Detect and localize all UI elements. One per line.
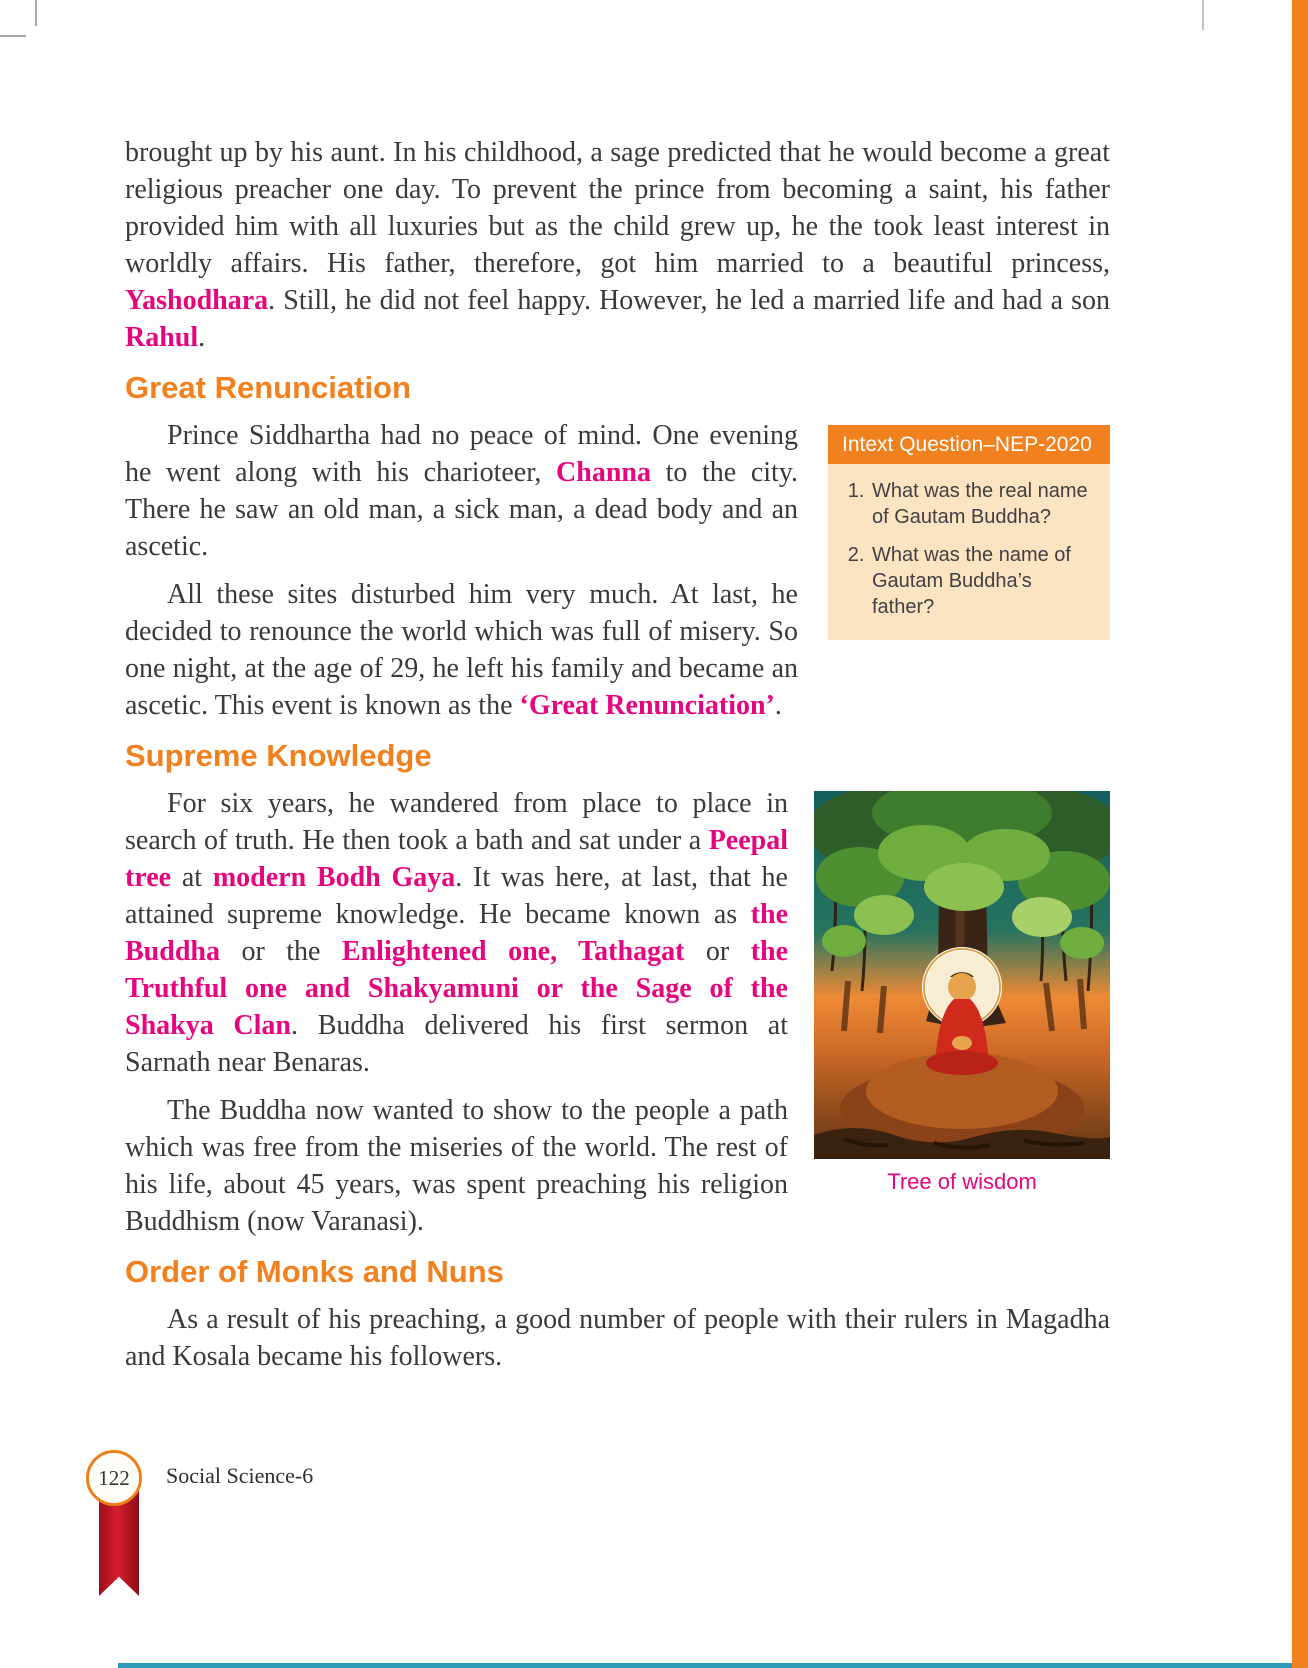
- text-segment: .: [198, 322, 206, 353]
- text-segment: or the: [219, 936, 342, 967]
- crop-mark-top-right-vertical: [1202, 0, 1204, 30]
- text-segment: Prince Siddhartha had no peace of mind. One evening he went along with his charioteer,: [125, 420, 798, 488]
- intext-question-box: [828, 425, 1110, 640]
- heading-supreme-knowledge: Supreme Knowledge: [125, 738, 432, 773]
- page-bottom-rule: [118, 1663, 1292, 1668]
- page-number-badge: [86, 1450, 142, 1506]
- tree-of-wisdom-figure: [814, 791, 1110, 1195]
- figure-caption: Tree of wisdom: [887, 1169, 1037, 1194]
- intext-question-item: 2. What was the name of Gautam Buddha’s father?: [870, 542, 1098, 620]
- intext-question-body: [828, 464, 1110, 640]
- text-segment: or: [684, 936, 751, 967]
- text-segment: As a result of his preaching, a good number of people with their rulers in Magadha and Kosala became his followers.: [125, 1304, 1110, 1372]
- intext-question-list: [834, 478, 1098, 620]
- highlighted-term: modern Bodh Gaya: [212, 862, 456, 893]
- highlighted-term: Enlightened one, Tathagat: [341, 936, 685, 967]
- heading-great-renunciation: Great Renunciation: [125, 370, 411, 405]
- text-segment: For six years, he wandered from place to place in search of truth. He then took a bath and sat under a: [125, 788, 788, 856]
- text-segment: The Buddha now wanted to show to the people a path which was free from the miseries of the world. The rest of his life, about 45 years, was spent preaching his religion Buddhism (now Varanasi).: [125, 1095, 788, 1237]
- page-edge-orange-bar: [1292, 0, 1308, 1668]
- text-segment: . Buddha delivered his first sermon at Sarnath near Benaras.: [125, 1010, 788, 1078]
- text-segment: . It was here, at last, that he attained supreme knowledge. He became known as: [125, 862, 788, 930]
- heading-order-of-monks: Order of Monks and Nuns: [125, 1254, 504, 1289]
- highlighted-term: the Truthful one and Shakyamuni or the Sage of the Shakya Clan: [125, 936, 789, 1041]
- buddha-tree-illustration: [814, 791, 1110, 1159]
- text-segment: at: [171, 862, 213, 893]
- page-number: 122: [98, 1465, 130, 1490]
- text-segment: to the city. There he saw an old man, a sick man, a dead body and an ascetic.: [125, 457, 798, 562]
- highlighted-term: the Buddha: [125, 899, 788, 967]
- crop-mark-top-left-vertical: [35, 0, 37, 26]
- crop-mark-top-left-horizontal: [0, 35, 26, 37]
- page-content: [125, 134, 1110, 1386]
- highlighted-term: Peepal tree: [125, 825, 788, 893]
- paragraph-intro: [125, 134, 1110, 356]
- highlighted-term: Channa: [556, 457, 651, 488]
- highlighted-term: ‘Great Renunciation’: [519, 690, 775, 721]
- intext-question-header: Intext Question–NEP-2020: [828, 425, 1110, 464]
- text-segment: All these sites disturbed him very much. At last, he decided to renounce the world which was full of misery. So one night, at the age of 29, he left his family and became an ascetic. This event is known as the: [125, 579, 798, 721]
- book-title: Social Science-6: [166, 1463, 314, 1488]
- highlighted-term: Rahul: [125, 322, 199, 353]
- text-segment: . Still, he did not feel happy. However, he led a married life and had a son: [268, 285, 1110, 316]
- text-segment: .: [774, 690, 782, 721]
- intext-question-item: 1. What was the real name of Gautam Buddha?: [870, 478, 1098, 530]
- highlighted-term: Yashodhara: [125, 285, 269, 316]
- text-segment: brought up by his aunt. In his childhood, a sage predicted that he would become a great religious preacher one day. To prevent the prince from becoming a saint, his father provided him with all luxuries but as the child grew up, he the took least interest in worldly affairs. His father, therefore, got him married to a beautiful princess,: [125, 137, 1110, 279]
- paragraph-order-of-monks: [125, 1301, 1110, 1375]
